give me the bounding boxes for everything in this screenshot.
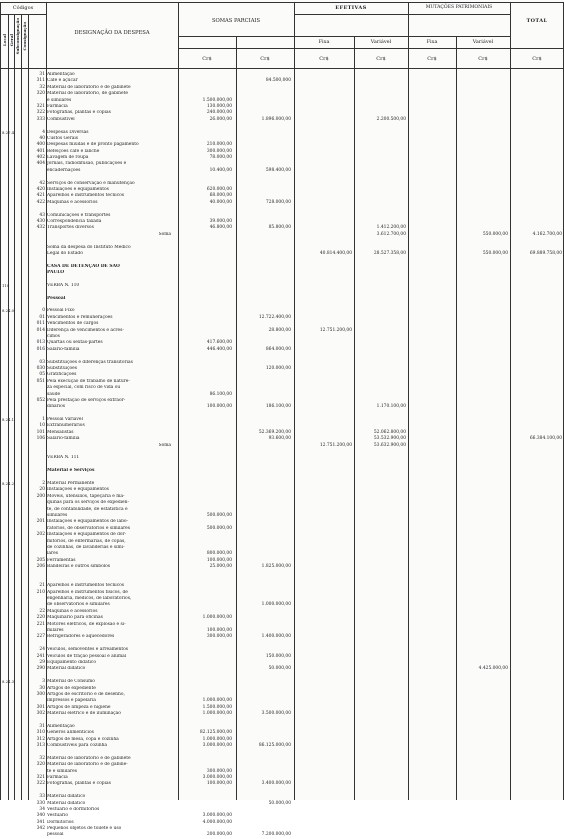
designation-text: Vencimentos e remunerações xyxy=(47,314,113,320)
somas-parciais-header: SOMAS PARCIAIS xyxy=(211,18,261,24)
partial-sum-1: 4.000.000,00 xyxy=(202,819,232,825)
partial-sum-1: 417.600,00 xyxy=(206,340,232,346)
element-code: 32 xyxy=(39,755,45,761)
designation-text: Material de laboratório e de gabine- xyxy=(47,762,128,768)
element-code: 401 xyxy=(36,148,45,154)
element-code: 05 xyxy=(39,372,45,378)
designation-text: Serviços de conservação e manutenção xyxy=(47,180,135,186)
element-code: 422 xyxy=(36,199,45,205)
currency-label: Cr$ xyxy=(260,56,270,62)
partial-sum-2: 50.000,00 xyxy=(268,666,291,672)
partial-sum-1: 25.000,00 xyxy=(209,564,232,570)
element-code: 40 xyxy=(39,135,45,141)
fixa-header-mutacoes: Fixa xyxy=(426,39,438,45)
partial-sum-2: 93.600,00 xyxy=(268,436,291,442)
element-code: 32 xyxy=(39,84,45,90)
currency-label: Cr$ xyxy=(532,56,542,62)
element-code: 051 xyxy=(36,378,45,384)
designation-text: Instalações e equipamentos de labo- xyxy=(47,519,129,525)
designation-text: Transportes diversos xyxy=(47,225,94,231)
element-code: 34 xyxy=(39,806,45,812)
effective-variable-value: 1.170.100,00 xyxy=(376,404,406,410)
element-code: 320 xyxy=(36,762,45,768)
partial-sum-1: 26.000,00 xyxy=(209,116,232,122)
element-code: 400 xyxy=(36,142,45,148)
partial-sum-1: 1.500.000,00 xyxy=(202,704,232,710)
budget-table-body xyxy=(0,72,564,839)
element-code: 016 xyxy=(36,346,45,352)
element-code: 210 xyxy=(36,589,45,595)
effective-fixed-value: 12.751.200,00 xyxy=(319,442,352,448)
designation-text: Maquinário para oficinas xyxy=(47,615,103,621)
element-code: 0 xyxy=(42,308,45,314)
fixa-header-efetivas: Fixa xyxy=(318,39,330,45)
partial-sum-2: 1.000.000,00 xyxy=(261,602,291,608)
partial-sum-1: 46.800,00 xyxy=(209,225,232,231)
element-code: 30 xyxy=(39,685,45,691)
designation-text: Instalações e equipamentos xyxy=(47,487,109,493)
designation-text: mitórios, de enfermarias, de copas, xyxy=(47,538,126,544)
partial-sum-1: 200.000,00 xyxy=(206,832,232,838)
designation-text: Farmácia xyxy=(47,103,68,109)
element-code: 402 xyxy=(36,155,45,161)
element-code: 101 xyxy=(36,429,45,435)
designation-text: Soma xyxy=(158,442,171,448)
designation-text: za especial, com risco de vida ou xyxy=(47,385,121,391)
currency-label: Cr$ xyxy=(319,56,329,62)
partial-sum-1: 1.000.000,00 xyxy=(202,615,232,621)
designation-text: Artigos de escritório e de desenho, xyxy=(47,691,125,697)
element-code: 311 xyxy=(36,78,45,84)
partial-sum-1: 500.000,00 xyxy=(206,512,232,518)
element-code: 030 xyxy=(36,365,45,371)
designation-text: Material elétrico e de iluminação xyxy=(47,711,121,717)
partial-sum-2: 598.400,00 xyxy=(265,167,291,173)
partial-sum-1: 39.000,00 xyxy=(209,218,232,224)
element-code: 321 xyxy=(36,103,45,109)
partial-sum-2: 85.800,00 xyxy=(268,225,291,231)
designation-text: Material didático xyxy=(47,800,86,806)
designation-text: Combustível xyxy=(47,116,75,122)
element-code: 206 xyxy=(36,564,45,570)
designation-text: Aparelhos e instrumentos técnicos xyxy=(47,583,125,589)
designation-text: Soma da despesa do Instituto Médico xyxy=(47,244,131,250)
mutation-variable-value: 550.000,00 xyxy=(482,250,508,256)
element-code: 205 xyxy=(36,557,45,563)
partial-sum-1: 1.000.000,00 xyxy=(202,736,232,742)
partial-sum-1: 86.100,00 xyxy=(209,391,232,397)
element-code: 302 xyxy=(36,711,45,717)
element-code: 221 xyxy=(36,621,45,627)
element-code: 313 xyxy=(36,743,45,749)
element-code: 404 xyxy=(36,161,45,167)
designation-text: Pequenos objetos de toilete e uso xyxy=(47,826,122,832)
local-code: 8.27.4 xyxy=(2,129,15,135)
designation-text: Dormitórios xyxy=(47,819,74,825)
local-code: 8.24.1 xyxy=(2,417,15,423)
designation-text: Ferramentas xyxy=(47,557,76,563)
effective-variable-value: 52.062.800,00 xyxy=(373,429,406,435)
effective-variable-value: 28.527.358,00 xyxy=(373,250,406,256)
element-code: 321 xyxy=(36,774,45,780)
partial-sum-2: 864.000,00 xyxy=(265,346,291,352)
partial-sum-1: 210.000,00 xyxy=(206,142,232,148)
element-code: 200 xyxy=(36,493,45,499)
partial-sum-1: 800.000,00 xyxy=(206,551,232,557)
partial-sum-2: 1.400.000,00 xyxy=(261,634,291,640)
effective-fixed-value: 12.751.200,00 xyxy=(319,327,352,333)
designation-text: Pela execução de trabalho de nature- xyxy=(47,378,130,384)
designation-text: impressos e papelaria xyxy=(47,698,96,704)
partial-sum-2: 728.000,00 xyxy=(265,199,291,205)
designation-text: Fotografias, plantas e cópias xyxy=(47,110,111,116)
element-code: 2 xyxy=(42,481,45,486)
designation-text: Despesas Diversas xyxy=(47,129,89,135)
designation-text: saúde xyxy=(47,391,61,397)
designation-text: Veículos de tração pessoal e animal xyxy=(47,653,127,659)
effective-variable-value: 2.200.500,00 xyxy=(376,116,406,122)
designation-text: Correspondência taxada xyxy=(47,218,102,224)
designation-text: ratórios, de observatórios e similares xyxy=(47,525,131,531)
designation-text: Fotografias, plantas e cópias xyxy=(47,781,111,787)
element-code: 322 xyxy=(36,110,45,116)
partial-sum-2: 12.722.400,00 xyxy=(258,314,291,320)
element-code: 01 xyxy=(39,314,45,320)
designation-text: Salário-família xyxy=(47,346,80,352)
designation-text: Vencimentos de cargos xyxy=(47,321,99,327)
designation-text: Custos Gerais xyxy=(47,135,78,141)
designation-text: Material didático xyxy=(47,666,86,672)
designation-text: Máquinas e acessórios xyxy=(47,199,98,205)
designation-text: Material didático xyxy=(47,794,86,800)
designation-text: pessoal xyxy=(47,832,64,838)
element-code: 42 xyxy=(39,180,45,186)
designation-text: lares xyxy=(47,551,58,557)
effective-fixed-value: 40.814.400,00 xyxy=(319,250,352,256)
element-code: 340 xyxy=(36,813,45,819)
designation-text: encadernações xyxy=(47,167,81,173)
designation-text: Diferença de vencimentos e acrés- xyxy=(47,327,124,333)
designation-text: Pessoal Fixo xyxy=(47,308,75,314)
partial-sum-1: 100.000,00 xyxy=(206,404,232,410)
element-code: 014 xyxy=(36,327,45,333)
element-code: 227 xyxy=(36,634,45,640)
element-code: 320 xyxy=(36,91,45,97)
designation-text: Gêneros alimentícios xyxy=(47,730,94,736)
element-code: 106 xyxy=(36,436,45,442)
partial-sum-1: 300.000,00 xyxy=(206,634,232,640)
partial-sum-1: 68.000,00 xyxy=(209,193,232,199)
element-code: 241 xyxy=(36,653,45,659)
designation-text: Instalações e equipamentos de dor- xyxy=(47,532,127,538)
element-code: 290 xyxy=(36,666,45,672)
element-code: 432 xyxy=(36,225,45,231)
designation-text: similares xyxy=(47,512,68,518)
effective-variable-value: 53.532.900,00 xyxy=(373,436,406,442)
designation-text: Aparelhos e instrumentos físicos, de xyxy=(47,589,128,595)
partial-sum-1: 1.000.000,00 xyxy=(202,698,232,704)
local-code: 8.24.3 xyxy=(2,679,15,685)
mutation-variable-value: 4.425.000,00 xyxy=(478,666,508,672)
partial-sum-2: 3.500.000,00 xyxy=(261,711,291,717)
partial-sum-1: 40.000,00 xyxy=(209,199,232,205)
designation-text: Pessoal xyxy=(47,295,66,301)
designation-text: CASA DE DETENÇÃO DE SÃO xyxy=(47,263,120,269)
variavel-header-efetivas: Variável xyxy=(370,39,392,45)
element-code: 312 xyxy=(36,736,45,742)
partial-sum-2: 28.800,00 xyxy=(268,327,291,333)
designation-text: Material e Serviços xyxy=(47,468,95,474)
partial-sum-2: 120.000,00 xyxy=(265,365,291,371)
partial-sum-1: 3.000.000,00 xyxy=(202,813,232,819)
element-code: 341 xyxy=(36,819,45,825)
designation-text: Alimentação xyxy=(47,72,75,77)
total-value: 69.889.758,00 xyxy=(529,250,562,256)
element-code: 421 xyxy=(36,193,45,199)
geral-header: Geral xyxy=(9,34,14,47)
partial-sum-1: 300.000,00 xyxy=(206,768,232,774)
local-header: Local xyxy=(2,34,7,47)
partial-sum-2: 1.896.000,00 xyxy=(261,116,291,122)
partial-sum-1: 500.000,00 xyxy=(206,525,232,531)
subconsignacao-header: Subconsignação xyxy=(15,18,20,55)
designation-text: Lavagem de roupa xyxy=(47,155,89,161)
designation-text: Material de Consumo xyxy=(47,679,95,685)
total-value: 4.162.700,00 xyxy=(532,231,562,237)
partial-sum-1: 130.000,00 xyxy=(206,103,232,109)
designation-text: Artigos de expediente xyxy=(47,685,96,691)
partial-sum-1: 10.400,00 xyxy=(209,167,232,173)
local-code: 8.24.2 xyxy=(2,481,15,486)
designation-text: Artigos de limpeza e higiene xyxy=(47,704,111,710)
currency-label: Cr$ xyxy=(478,56,488,62)
partial-sum-1: 240.000,00 xyxy=(206,110,232,116)
element-code: 03 xyxy=(39,359,45,365)
element-code: 333 xyxy=(36,116,45,122)
partial-sum-2: 7.200.000,00 xyxy=(261,832,291,838)
mutacoes-header: MUTAÇÕES PATRIMONIAIS xyxy=(425,5,493,10)
designation-text: Comunicações e transportes xyxy=(47,212,111,218)
designation-text: Alimentação xyxy=(47,723,75,729)
partial-sum-1: 82.125.000,00 xyxy=(199,730,232,736)
element-code: 20 xyxy=(39,487,45,493)
element-code: 330 xyxy=(36,800,45,806)
designation-text: Salário-família xyxy=(47,436,80,442)
element-code: 1 xyxy=(42,417,45,423)
designation-text: Substituições xyxy=(47,365,78,371)
element-code: 21 xyxy=(39,583,45,589)
element-code: 202 xyxy=(36,532,45,538)
designation-text: Substituições e diferenças transitórias xyxy=(47,359,133,365)
element-code: 220 xyxy=(36,615,45,621)
designation-text: Equipamento didático xyxy=(47,659,96,665)
designation-text: Bandeiras e outros símbolos xyxy=(47,564,111,570)
partial-sum-1: 446.400,00 xyxy=(206,346,232,352)
local-code: 110 xyxy=(2,282,10,288)
partial-sum-1: 1.000.000,00 xyxy=(202,711,232,717)
element-code: 052 xyxy=(36,397,45,403)
effective-variable-value: 1.412.200,00 xyxy=(376,225,406,231)
partial-sum-2: 86.125.000,00 xyxy=(258,743,291,749)
designation-text: Mensalistas xyxy=(47,429,74,435)
designation-text: Despesas miúdas e de pronto pagamento xyxy=(47,142,139,148)
designation-text: Veículos, semoventes e arreamentos xyxy=(47,647,129,653)
element-code: 013 xyxy=(36,340,45,346)
currency-label: Cr$ xyxy=(202,56,212,62)
element-code: 31 xyxy=(39,72,45,77)
designation-text: Gratificações xyxy=(47,372,77,378)
element-code: 301 xyxy=(36,704,45,710)
designation-text: Pela prestação de serviços extraor- xyxy=(47,397,126,403)
efetivas-header: EFETIVAS xyxy=(335,5,367,11)
designation-text: Vestuário e dormitórios xyxy=(47,806,100,812)
element-code: 201 xyxy=(36,519,45,525)
consignacao-header: Consignação xyxy=(22,22,27,51)
element-code: 33 xyxy=(39,794,45,800)
element-code: 10 xyxy=(39,423,45,429)
element-code: 29 xyxy=(39,659,45,665)
designation-text: Café e açúcar xyxy=(47,78,78,84)
designation-text: Aparelhos e instrumentos técnicos xyxy=(47,193,125,199)
designation-text: Instalações e equipamentos xyxy=(47,187,109,193)
element-code: 342 xyxy=(36,826,45,832)
element-code: 322 xyxy=(36,781,45,787)
effective-variable-value: 53.632.900,00 xyxy=(373,442,406,448)
element-code: 430 xyxy=(36,218,45,224)
element-code: 310 xyxy=(36,730,45,736)
designation-text: Refrigeradores e aquecedores xyxy=(47,634,115,640)
element-code: 011 xyxy=(36,321,45,327)
total-header: TOTAL xyxy=(526,18,548,24)
designation-text: e similares xyxy=(47,97,72,103)
designation-text: Pessoal Variável xyxy=(47,417,83,423)
total-value: 66.384.100,00 xyxy=(529,436,562,442)
element-code: 22 xyxy=(39,608,45,614)
designation-text: te, de contabilidade, de estatística e xyxy=(47,506,128,512)
designation-text: Legal do Estado xyxy=(47,250,83,256)
designation-text: PAULO xyxy=(47,270,65,276)
designation-text: milares xyxy=(47,627,64,633)
designation-text: Combustíveis para cozinha xyxy=(47,743,107,749)
designation-text: Jornais, radiodifusão, publicações e xyxy=(47,161,127,167)
element-code: 4 xyxy=(42,129,45,135)
designation-text: Farmácia xyxy=(47,774,68,780)
partial-sum-2: 50.000,00 xyxy=(268,800,291,806)
partial-sum-1: 3.000.000,00 xyxy=(202,743,232,749)
partial-sum-1: 1.500.000,00 xyxy=(202,97,232,103)
element-code: 24 xyxy=(39,647,45,653)
partial-sum-1: 100.000,00 xyxy=(206,627,232,633)
partial-sum-1: 100.000,00 xyxy=(206,781,232,787)
currency-label: Cr$ xyxy=(376,56,386,62)
designation-text: de cozinhas, de lavanderias e simi- xyxy=(47,544,125,550)
partial-sum-2: 52.369.200,00 xyxy=(258,429,291,435)
designation-text: de observatórios e similares xyxy=(47,602,110,608)
element-code: 300 xyxy=(36,691,45,697)
element-code: 420 xyxy=(36,187,45,193)
designation-text: Artigos de mesa, copa e cozinha xyxy=(47,736,119,742)
codigos-header: Códigos xyxy=(12,5,34,11)
designation-text: engenharia, médicos, de laboratórios, xyxy=(47,596,132,602)
designation-text: Motores elétricos, de explosão e si- xyxy=(47,621,126,627)
partial-sum-1: 620.000,00 xyxy=(206,187,232,193)
partial-sum-1: 3.000.000,00 xyxy=(202,774,232,780)
designation-text: te e similares xyxy=(47,768,77,774)
partial-sum-2: 3.400.000,00 xyxy=(261,781,291,787)
designacao-header: DESIGNAÇÃO DA DESPESA xyxy=(74,30,150,36)
partial-sum-2: 150.000,00 xyxy=(265,653,291,659)
partial-sum-2: 1.825.000,00 xyxy=(261,564,291,570)
designation-text: Material Permanente xyxy=(47,481,95,486)
currency-label: Cr$ xyxy=(427,56,437,62)
designation-text: Soma xyxy=(158,231,171,237)
local-code: 8.24.0 xyxy=(2,308,15,314)
designation-text: Quartas ou sextas-partes xyxy=(47,340,103,346)
partial-sum-1: 100.000,00 xyxy=(206,557,232,563)
table-row xyxy=(0,832,564,838)
designation-text: Móveis, utensílios, tapeçaria e má- xyxy=(47,493,125,499)
partial-sum-2: 186.100,00 xyxy=(265,404,291,410)
designation-text: Material de laboratório e de gabinete xyxy=(47,755,131,761)
designation-text: cimos xyxy=(47,334,60,340)
designation-text: Extranumerários xyxy=(47,423,85,429)
element-code: 3 xyxy=(42,679,45,685)
designation-text: Vestuário xyxy=(47,813,68,819)
element-code: 43 xyxy=(39,212,45,218)
designation-text: VERBA N. 111 xyxy=(47,455,80,461)
designation-text: Material de laboratório e de gabinete xyxy=(47,84,131,90)
element-code: 31 xyxy=(39,723,45,729)
partial-sum-2: 84.500,000 xyxy=(265,78,291,84)
designation-text: quinas para os serviços de expedien- xyxy=(47,500,129,506)
designation-text: Material de laboratório, de gabinete xyxy=(47,91,128,97)
partial-sum-1: 300.000,00 xyxy=(206,148,232,154)
designation-text: Máquinas e acessórios xyxy=(47,608,98,614)
designation-text: VERBA N. 110 xyxy=(47,282,80,288)
designation-text: Refeições café e lanche xyxy=(47,148,100,154)
effective-variable-value: 3.612.700,00 xyxy=(376,231,406,237)
partial-sum-1: 78.000,00 xyxy=(209,155,232,161)
designation-text: dinários xyxy=(47,404,66,410)
mutation-variable-value: 550.000,00 xyxy=(482,231,508,237)
variavel-header-mutacoes: Variável xyxy=(472,39,494,45)
